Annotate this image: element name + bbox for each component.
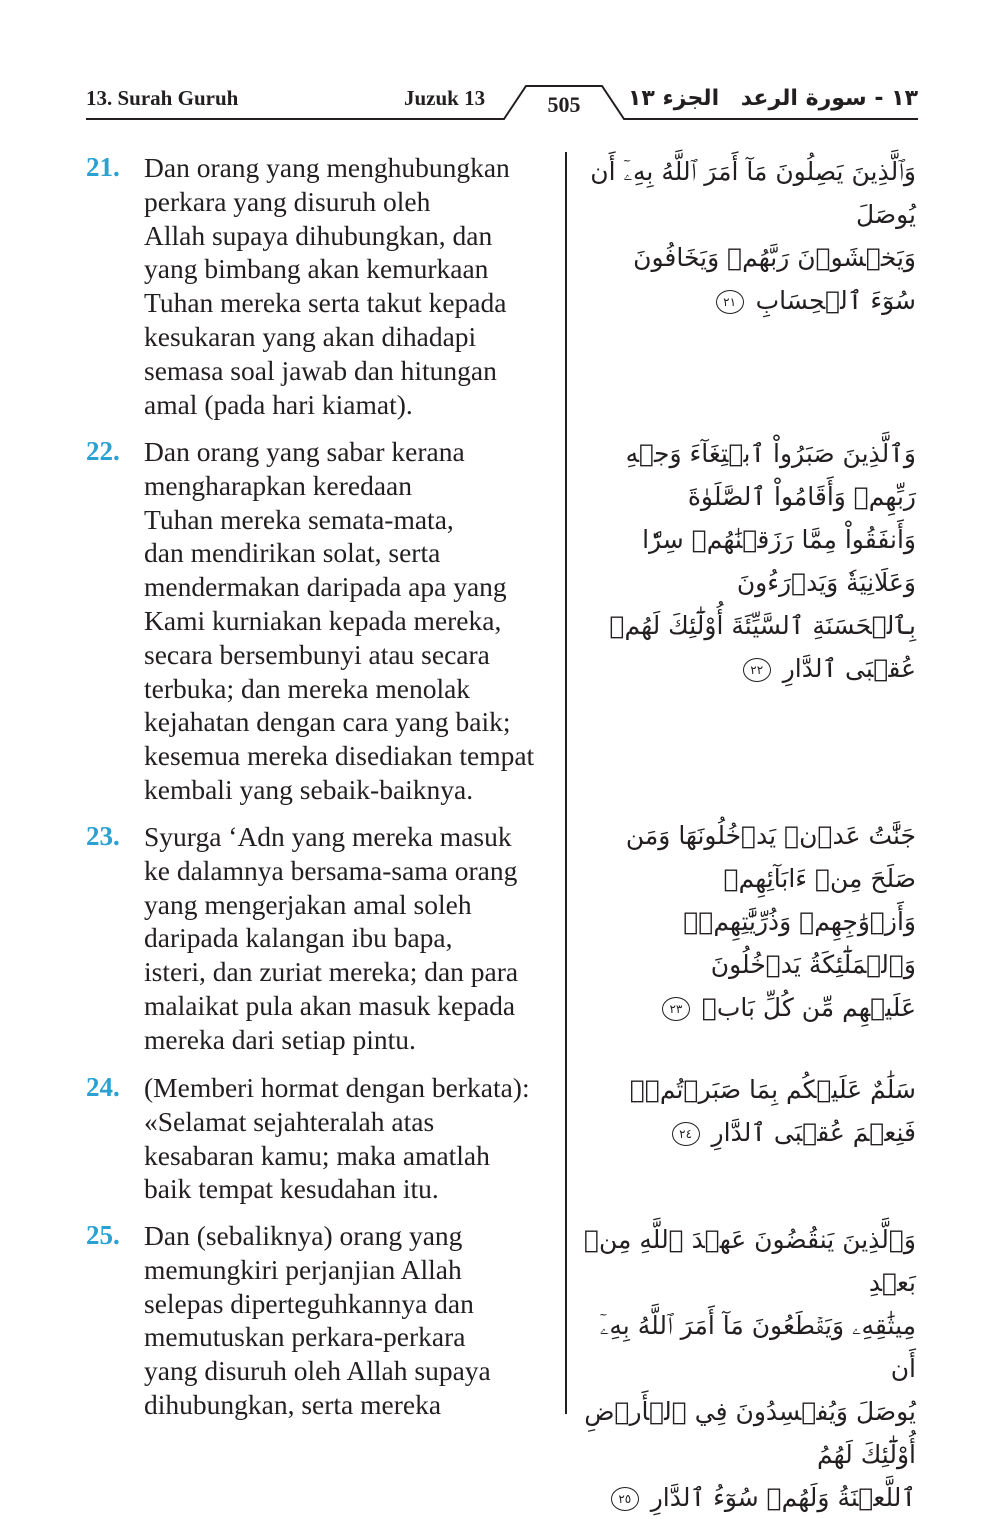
- verse-translation: Dan (sebaliknya) orang yang memungkiri perjanjian Allah selepas diperteguhkannya dan memutuskan perkara-perkara yang disuruh oleh Allah supaya dihubungkan, serta mereka: [144, 1220, 491, 1420]
- verse-arabic: جَنَّٰتُ عَدۡنٖ يَدۡخُلُونَهَا وَمَن صَلَحَ مِنۡ ءَابَآئِهِمۡ وَأَزۡوَٰجِهِمۡ وَذُرِّيَّٰتِهِمۡۖ وَٱلۡمَلَٰٓئِكَةُ يَدۡخُلُونَ عَلَيۡهِم مِّن كُلِّ بَابٖ ٢٣: [625, 821, 916, 1022]
- ayah-marker: ٢١: [716, 290, 744, 314]
- page-number: 505: [547, 92, 581, 117]
- verse-arabic: وَٱلَّذِينَ يَصِلُونَ مَآ أَمَرَ ٱللَّهُ بِهِۦٓ أَن يُوصَلَ وَيَخۡشَوۡنَ رَبَّهُمۡ وَيَخَافُونَ سُوٓءَ ٱلۡحِسَابِ ٢١: [590, 157, 916, 315]
- ayah-marker: ٢٤: [672, 1122, 700, 1146]
- verse-translation: Dan orang yang menghubungkan perkara yang disuruh oleh Allah supaya dihubungkan, dan yang bimbang akan kemurkaan Tuhan mereka serta takut kepada kesukaran yang akan dihadapi semasa soal jawab dan hitungan amal (pada hari kiamat).: [144, 152, 510, 420]
- page-header: [86, 78, 918, 128]
- ayah-marker: ٢٥: [611, 1487, 639, 1511]
- juz-arabic-label: الجزء ١٣: [628, 86, 720, 111]
- verse-number: 22.: [86, 436, 120, 466]
- verse-translation: Dan orang yang sabar kerana mengharapkan keredaan Tuhan mereka semata-mata, dan mendirikan solat, serta mendermakan daripada apa yang Kami kurniakan kepada mereka, secara bersembunyi atau secara terbuka; dan mereka menolak kejahatan dengan cara yang baik; kesemua mereka disediakan tempat kembali yang sebaik-baiknya.: [144, 436, 535, 805]
- verse-number: 24.: [86, 1072, 120, 1102]
- surah-title: 13. Surah Guruh: [86, 86, 239, 110]
- verse-arabic: وَٱلَّذِينَ صَبَرُواْ ٱبۡتِغَآءَ وَجۡهِ رَبِّهِمۡ وَأَقَامُواْ ٱلصَّلَوٰةَ وَأَنفَقُواْ مِمَّا رَزَقۡنَٰهُمۡ سِرّٗا وَعَلَانِيَةٗ وَيَدۡرَءُونَ بِٱلۡحَسَنَةِ ٱلسَّيِّئَةَ أُوْلَٰٓئِكَ لَهُمۡ عُقۡبَى ٱلدَّارِ ٢٢: [609, 439, 916, 683]
- verse-translation: (Memberi hormat dengan berkata): «Selamat sejahteralah atas kesabaran kamu; maka amatlah baik tempat kesudahan itu.: [144, 1072, 530, 1205]
- verse-number: 25.: [86, 1220, 120, 1250]
- verse-arabic: سَلَٰمٌ عَلَيۡكُم بِمَا صَبَرۡتُمۡۚ فَنِعۡمَ عُقۡبَى ٱلدَّارِ ٢٤: [629, 1075, 916, 1147]
- ayah-marker: ٢٢: [743, 658, 771, 682]
- ayah-marker: ٢٣: [662, 997, 690, 1021]
- verse-number: 21.: [86, 152, 120, 182]
- verse-translation: Syurga ‘Adn yang mereka masuk ke dalamnya bersama-sama orang yang mengerjakan amal soleh daripada kalangan ibu bapa, isteri, dan zuriat mereka; dan para malaikat pula akan masuk kepada mereka dari setiap pintu.: [144, 821, 519, 1055]
- column-divider: [565, 152, 567, 1414]
- surah-arabic-title: ١٣ - سورة الرعد: [740, 86, 918, 111]
- verse-number: 23.: [86, 821, 120, 851]
- juzuk-label: Juzuk 13: [404, 86, 486, 110]
- verse-arabic: وَٱلَّذِينَ يَنقُضُونَ عَهۡدَ ٱللَّهِ مِنۢ بَعۡدِ مِيثَٰقِهِۦ وَيَقۡطَعُونَ مَآ أَمَرَ ٱللَّهُ بِهِۦٓ أَن يُوصَلَ وَيُفۡسِدُونَ فِي ٱلۡأَرۡضِ أُوْلَٰٓئِكَ لَهُمُ ٱللَّعۡنَةُ وَلَهُمۡ سُوٓءُ ٱلدَّارِ ٢٥: [584, 1225, 916, 1512]
